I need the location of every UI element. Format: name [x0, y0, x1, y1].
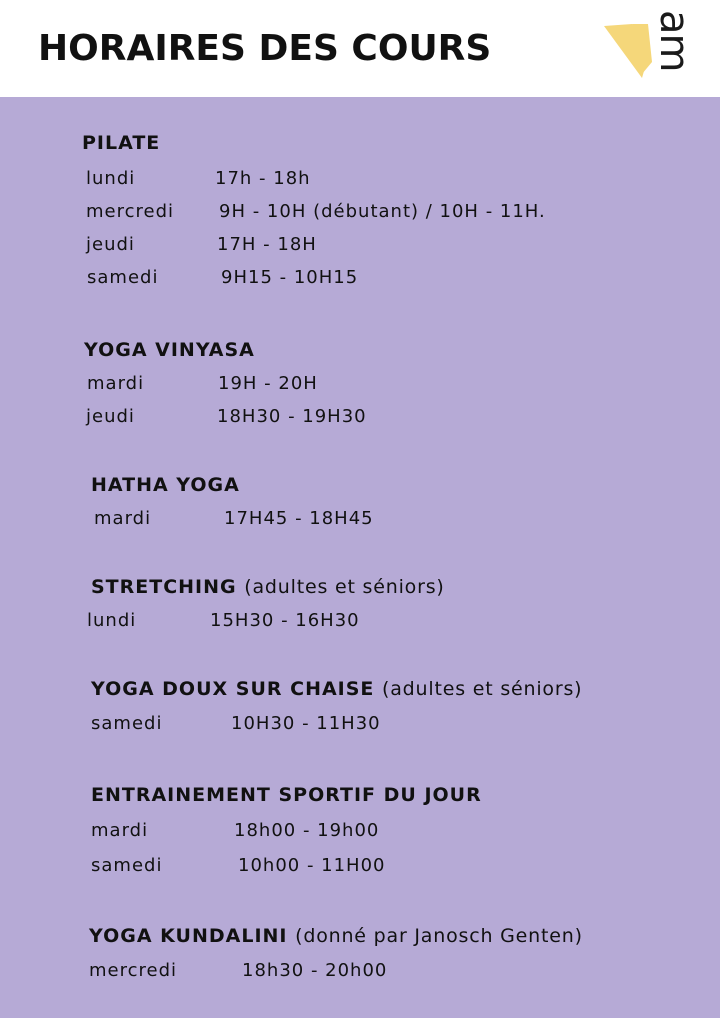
section-title: YOGA KUNDALINI (donné par Janosch Genten): [89, 925, 583, 947]
schedule-row: [87, 261, 359, 294]
row-time: 17h - 18h: [215, 168, 311, 189]
row-time: 9H15 - 10H15: [221, 267, 359, 288]
section-title: PILATE: [82, 132, 161, 154]
schedule-row: [86, 400, 367, 433]
schedule-row: [86, 162, 311, 195]
row-day: jeudi: [86, 406, 135, 427]
row-time: 19H - 20H: [218, 373, 318, 394]
row-day: samedi: [91, 713, 163, 734]
row-time: 9H - 10H (débutant) / 10H - 11H.: [219, 201, 546, 222]
row-time: 10H30 - 11H30: [231, 713, 381, 734]
schedule-row: [89, 954, 583, 987]
row-day: samedi: [87, 267, 159, 288]
section-stretching: [87, 574, 445, 637]
row-day: mercredi: [86, 201, 175, 222]
row-day: jeudi: [86, 234, 135, 255]
section-yoga-vinyasa: [84, 337, 367, 433]
schedule-row: [86, 195, 546, 228]
schedule-row: [91, 707, 582, 740]
section-yoga-kundalini: [89, 923, 583, 987]
row-day: mardi: [91, 820, 149, 841]
row-day: samedi: [91, 855, 163, 876]
page-title: HORAIRES DES COURS: [38, 28, 492, 69]
row-time: 18H30 - 19H30: [217, 406, 367, 427]
section-hatha-yoga: [91, 472, 374, 535]
section-pilate: [82, 130, 546, 294]
row-time: 18h30 - 20h00: [242, 960, 388, 981]
row-day: mardi: [94, 508, 152, 529]
schedule-row: [94, 502, 374, 535]
row-time: 17H - 18H: [217, 234, 317, 255]
row-day: mercredi: [89, 960, 178, 981]
section-title: YOGA VINYASA: [84, 339, 255, 361]
schedule-row: [86, 228, 317, 261]
row-time: 18h00 - 19h00: [234, 820, 380, 841]
row-day: lundi: [86, 168, 136, 189]
section-entrainement-sportif: [91, 782, 482, 882]
schedule-row: [87, 367, 318, 400]
schedule-row: [91, 814, 482, 847]
section-title: YOGA DOUX SUR CHAISE (adultes et séniors): [91, 678, 583, 700]
logo-text: am: [651, 10, 697, 72]
section-yoga-doux-sur-chaise: [91, 676, 582, 740]
row-time: 10h00 - 11H00: [238, 855, 386, 876]
header: [0, 0, 720, 97]
section-title: HATHA YOGA: [91, 474, 240, 496]
section-title: ENTRAINEMENT SPORTIF DU JOUR: [91, 784, 482, 806]
row-day: lundi: [87, 610, 137, 631]
section-title: STRETCHING (adultes et séniors): [91, 576, 445, 598]
row-time: 17H45 - 18H45: [224, 508, 374, 529]
schedule-row: [87, 604, 445, 637]
row-time: 15H30 - 16H30: [210, 610, 360, 631]
row-day: mardi: [87, 373, 145, 394]
schedule-row: [91, 849, 482, 882]
